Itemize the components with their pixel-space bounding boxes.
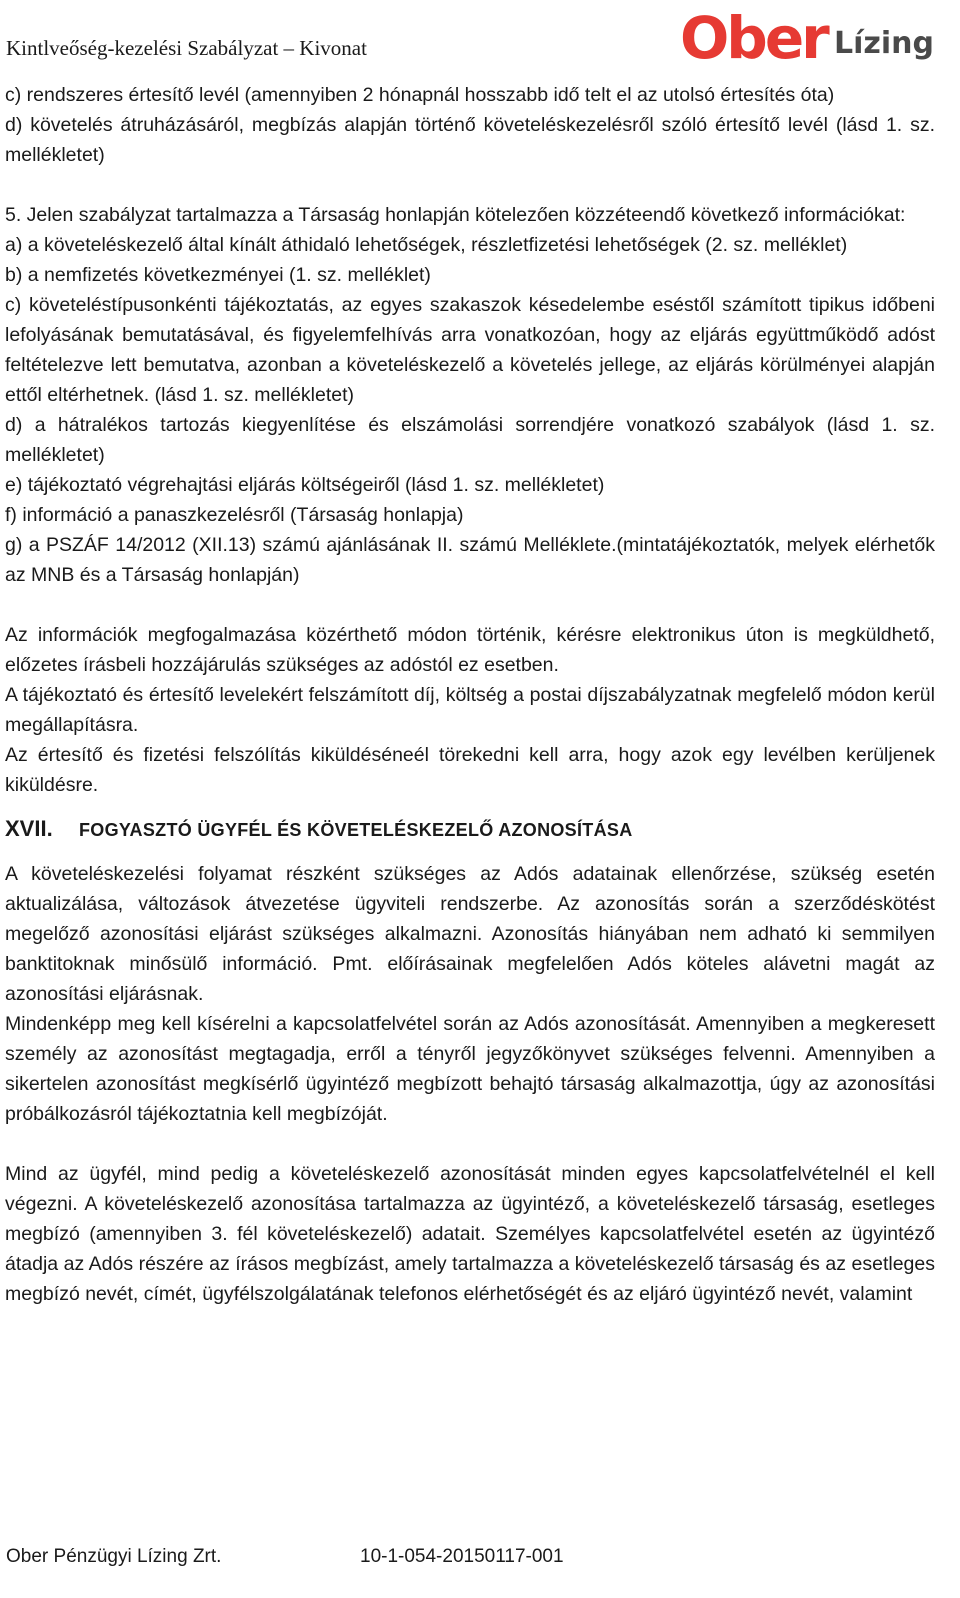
- paragraph: A követeléskezelési folyamat részként szükséges az Adós adatainak ellenőrzése, szükség esetén aktualizálása, változások átvezetése ügyviteli rendszerbe. Az azonosítás során a szerződéskötést megelőző azonosítási eljárást szükséges alkalmazni. Azonosítás hiányában nem adható ki semmilyen banktitoknak minősülő információ. Pmt. előírásainak megfelelően Adós köteles alávetni magát az azonosítási eljárásnak.: [5, 863, 935, 1005]
- list-item: a) a követeléskezelő által kínált áthidaló lehetőségek, részletfizetési lehetőségek (2. sz. melléklet): [5, 234, 848, 256]
- ober-lizing-logo: [680, 2, 942, 74]
- paragraph: d) követelés átruházásáról, megbízás alapján történő követeléskezelésről szóló értesítő levél (lásd 1. sz. mellékletet): [5, 114, 935, 166]
- logo-sub-text: Lízing: [834, 26, 934, 61]
- paragraph: Mindenképp meg kell kísérelni a kapcsolatfelvétel során az Adós azonosítását. Amennyiben a megkeresett személy az azonosítást megtagadja, erről a tényről jegyzőkönyvet szükséges felvenni. Amennyiben a sikertelen azonosítást megkísérlő ügyintéző megbízott behajtó társaság alkalmazottja, úgy az azonosítási próbálkozásról tájékoztatnia kell megbízóját.: [5, 1013, 935, 1125]
- section-number: XVII.: [5, 816, 53, 841]
- paragraph: Az értesítő és fizetési felszólítás kiküldéséneél törekedni kell arra, hogy azok egy levélben kerüljenek kiküldésre.: [5, 744, 935, 796]
- list-item: b) a nemfizetés következményei (1. sz. melléklet): [5, 264, 431, 286]
- list-item: g) a PSZÁF 14/2012 (XII.13) számú ajánlásának II. számú Melléklete.(mintatájékoztatók, melyek elérhetők az MNB és a Társaság honlapján): [5, 534, 935, 586]
- footer-document-code: 10-1-054-20150117-001: [360, 1546, 564, 1567]
- list-item: c) követeléstípusonkénti tájékoztatás, az egyes szakaszok késedelembe eséstől számított tipikus időbeni lefolyásának bemutatásával, és figyelemfelhívás arra vonatkozóan, hogy az eljárás együttműködő adóst feltételezve lett bemutatva, azonban a követeléskezelő a követelés jellege, az eljárás körülményei alapján ettől eltérhetnek. (lásd 1. sz. mellékletet): [5, 294, 935, 406]
- footer-company-name: Ober Pénzügyi Lízing Zrt.: [6, 1546, 222, 1567]
- list-item: d) a hátralékos tartozás kiegyenlítése és elszámolási sorrendjére vonatkozó szabályok (lásd 1. sz. mellékletet): [5, 414, 935, 466]
- paragraph: Az információk megfogalmazása közérthető módon történik, kérésre elektronikus úton is megküldhető, előzetes írásbeli hozzájárulás szükséges az adóstól ez esetben.: [5, 624, 935, 676]
- paragraph: 5. Jelen szabályzat tartalmazza a Társaság honlapján kötelezően közzéteendő következő információkat:: [5, 204, 906, 226]
- list-item: f) információ a panaszkezelésről (Társaság honlapja): [5, 504, 464, 526]
- document-body: [5, 80, 935, 1309]
- paragraph: A tájékoztató és értesítő levelekért felszámított díj, költség a postai díjszabályzatnak megfelelő módon kerül megállapításra.: [5, 684, 935, 736]
- paragraph: Mind az ügyfél, mind pedig a követeléskezelő azonosítását minden egyes kapcsolatfelvételnél el kell végezni. A követeléskezelő azonosítása tartalmazza az ügyintéző, a követeléskezelő társaság, esetleges megbízó (amennyiben 3. fél követeléskezelő) adatait. Személyes kapcsolatfelvétel esetén az ügyintéző átadja az Adós részére az írásos megbízást, amely tartalmazza a követeléskezelő társaság és az esetleges megbízó nevét, címét, ügyfélszolgálatának telefonos elérhetőségét és az eljáró ügyintéző nevét, valamint: [5, 1163, 935, 1305]
- list-item: e) tájékoztató végrehajtási eljárás költségeiről (lásd 1. sz. mellékletet): [5, 474, 605, 496]
- section-title: FOGYASZTÓ ÜGYFÉL ÉS KÖVETELÉSKEZELŐ AZONOSÍTÁSA: [79, 820, 633, 840]
- paragraph: c) rendszeres értesítő levél (amennyiben 2 hónapnál hosszabb idő telt el az utolsó értesítés óta): [5, 84, 835, 106]
- section-heading: [5, 814, 935, 845]
- logo-main-text: Ober: [680, 4, 827, 72]
- document-header-title: Kintlveőség-kezelési Szabályzat – Kivonat: [6, 36, 367, 60]
